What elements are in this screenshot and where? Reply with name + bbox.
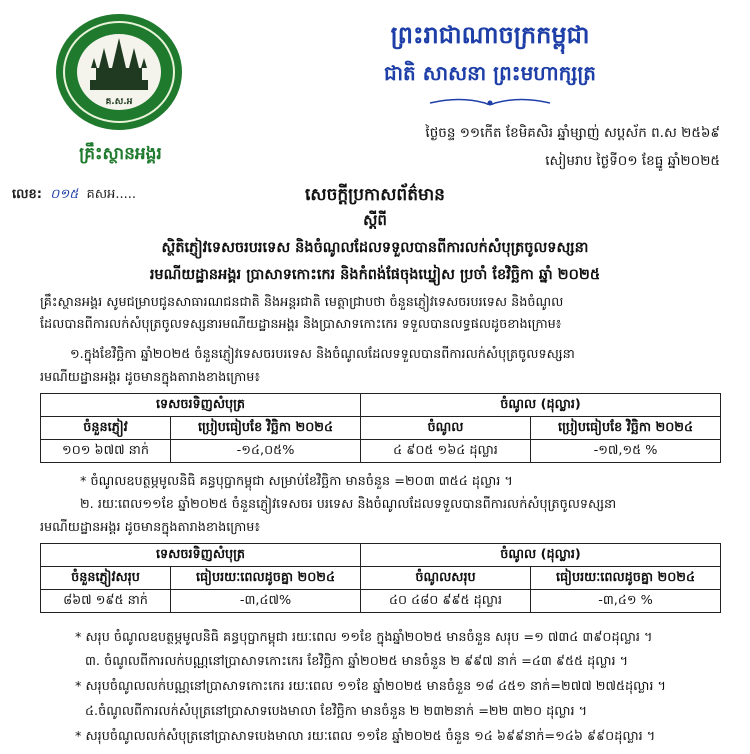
- footer-line: ៤.ចំណូលពីការលក់សំបុត្រនៅប្រាសាទបេងមាលា ខែវិច្ឆិកា មានចំនួន ២ ២៣២នាក់ =២២ ៣២០ ដុល្លារ ។: [85, 704, 588, 719]
- table-cell: ១០១ ៦៧៧ នាក់: [41, 440, 171, 463]
- section2-line2: រមណីយដ្ឋានអង្គរ ដូចមានក្នុងតារាងខាងក្រោម៖: [40, 520, 261, 535]
- table-cell: ៨៦៧ ១៩៥ នាក់: [41, 590, 171, 613]
- table-header-cell: ចំនួនភ្ញៀវ: [41, 417, 171, 440]
- national-motto: ជាតិ សាសនា ព្រះមហាក្សត្រ: [384, 61, 596, 85]
- document-heading-line1: ស្ថិតិភ្ញៀវទេសចរបរទេស និងចំណូលដែលទទួលបានពីការលក់សំបុត្រចូលទស្សនា: [161, 240, 589, 256]
- table-group-header: ចំណូល (ដុល្លារ): [361, 544, 721, 567]
- table-group-header: ចំណូល (ដុល្លារ): [361, 394, 721, 417]
- reference-label: លេខ:: [12, 187, 42, 202]
- solar-date: សៀមរាប ថ្ងៃទី០១ ខែធ្នូ ឆ្នាំ២០២៥: [545, 153, 720, 169]
- table-cell: -១៤,០៥%: [171, 440, 361, 463]
- table-row: [41, 567, 721, 590]
- kingdom-header: ព្រះរាជាណាចក្រកម្ពុជា: [390, 21, 590, 49]
- table-header-cell: ចំណូលសរុប: [361, 567, 531, 590]
- table-cell: -៣,៤១ %: [531, 590, 721, 613]
- table-row: [41, 394, 721, 417]
- table-group-header: ទេសចរទិញសំបុត្រ: [41, 394, 361, 417]
- table-row: [41, 590, 721, 613]
- document-about: ស្តីពី: [363, 211, 387, 229]
- section1-line2: រមណីយដ្ឋានអង្គរ ដូចមានក្នុងតារាងខាងក្រោម៖: [40, 370, 261, 385]
- table-cell: -៣,៤៧%: [171, 590, 361, 613]
- footer-line: * សរុបចំណូលលក់សំបុត្រនៅប្រាសាទបេងមាលា រយៈពេល ១១ខែ ឆ្នាំ២០២៥ ចំនួន ១៤ ៦៩៩នាក់=១៤៦ ៩៩០ដុល្លារ ។: [75, 729, 656, 744]
- table-row: [41, 544, 721, 567]
- section2-line1: ២. រយៈពេល១១ខែ ឆ្នាំ២០២៥ ចំនួនភ្ញៀវទេសចរ បរទេស និងចំណូលដែលទទួលបានពីការលក់សំបុត្រចូលទស្សនា: [80, 497, 617, 512]
- table-header-cell: ចំណូល: [361, 417, 531, 440]
- table-cell: ៤០ ៤៨០ ៩៩៥ ដុល្លារ: [361, 590, 531, 613]
- table-cell: -១៧,១៥ %: [531, 440, 721, 463]
- section1-note: * ចំណូលឧបត្ថម្ភមូលនិធិ គន្ធបុប្ផាកម្ពុជា សម្រាប់ខែវិច្ឆិកា មានចំនួន =២០៣ ៣៥៤ ដុល្លារ ។: [80, 474, 513, 489]
- table-row: [41, 417, 721, 440]
- lunar-date: ថ្ងៃចន្ទ ១១កើត ខែមិគសិរ ឆ្នាំម្សាញ់ សប្តស័ក ព.ស ២៥៦៩: [425, 125, 720, 141]
- reference-suffix: គសអ.....: [86, 187, 137, 202]
- intro-line1: គ្រឹះស្ថានអង្គរ សូមជម្រាបជូនសាធារណជនជាតិ និងអន្តរជាតិ មេត្តាជ្រាបថា ចំនួនភ្ញៀវទេសចរបរទេស និងចំណូល: [40, 295, 564, 310]
- table-header-cell: ធៀបរយៈពេលដូចគ្នា ២០២៤: [171, 567, 361, 590]
- seal-text: គ.ស.អ: [105, 97, 133, 107]
- document-title: សេចក្តីប្រកាសព័ត៌មាន: [305, 185, 445, 205]
- table-group-header: ទេសចរទិញសំបុត្រ: [41, 544, 361, 567]
- decorative-divider-icon: [425, 96, 555, 110]
- organization-name: គ្រឹះស្ថានអង្គរ: [79, 144, 162, 164]
- section1-table: [40, 393, 721, 463]
- document-heading-line2: រមណីយដ្ឋានអង្គរ ប្រាសាទកោះកេរ និងកំពង់ផែចុងឃ្នៀស ប្រចាំ ខែវិច្ឆិកា ឆ្នាំ ២០២៥: [149, 267, 601, 283]
- table-header-cell: ប្រៀបធៀបខែ វិច្ឆិកា ២០២៤: [531, 417, 721, 440]
- section1-line1: ១.ក្នុងខែវិច្ឆិកា ឆ្នាំ២០២៥ ចំនួនភ្ញៀវទេសចរបរទេស និងចំណូលដែលទទួលបានពីការលក់សំបុត្រចូលទស្សនា: [70, 347, 575, 362]
- table-header-cell: ចំនួនភ្ញៀវសរុប: [41, 567, 171, 590]
- section2-table: [40, 543, 721, 613]
- table-cell: ៤ ៩០៥ ១៦៤ ដុល្លារ: [361, 440, 531, 463]
- footer-line: * សរុបចំណូលលក់បណ្ណនៅប្រាសាទកោះកេរ រយៈពេល ១១ខែ ឆ្នាំ២០២៥ មានចំនួន ១៨ ៤៥១ នាក់=២៧៧ ២៧៥ដុល្លារ ។: [75, 679, 666, 694]
- footer-line: ៣. ចំណូលពីការលក់បណ្ណនៅប្រាសាទកោះកេរ ខែវិច្ឆិកា ឆ្នាំ២០២៥ មានចំនួន ២ ៩៩៧ នាក់ =៤៣ ៩៥៥ ដុល្លារ ។: [85, 654, 629, 669]
- organization-seal-logo: [52, 10, 187, 135]
- footer-line: * សរុប ចំណូលឧបត្ថម្ភមូលនិធិ គន្ធបុប្ផាកម្ពុជា រយៈពេល ១១ខែ ក្នុងឆ្នាំ២០២៥ មានចំនួន សរុប =១ ៧៣៤ ៣៩០ដុល្លារ ។: [75, 630, 653, 645]
- table-row: [41, 440, 721, 463]
- reference-value: ០១៥: [50, 187, 79, 202]
- intro-line2: ដែលបានពីការលក់សំបុត្រចូលទស្សនារមណីយដ្ឋានអង្គរ និងប្រាសាទកោះកេរ ទទួលបានលទ្ធផលដូចខាងក្រោម៖: [40, 317, 562, 332]
- table-header-cell: ប្រៀបធៀបខែ វិច្ឆិកា ២០២៤: [171, 417, 361, 440]
- table-header-cell: ធៀបរយៈពេលដូចគ្នា ២០២៤: [531, 567, 721, 590]
